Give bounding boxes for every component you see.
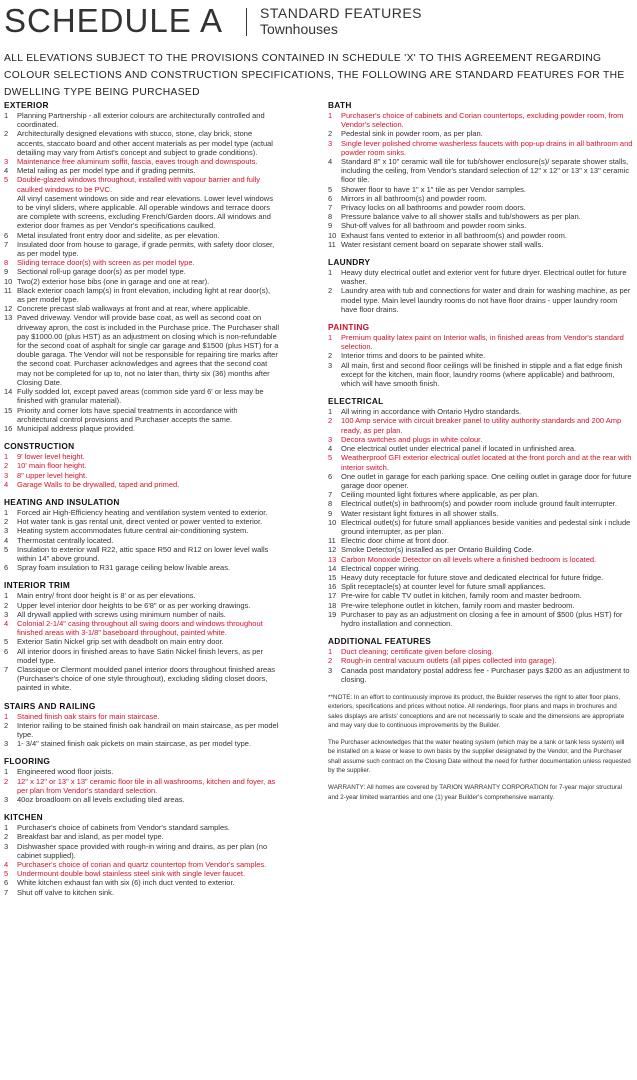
item-number: 2 [4,600,9,610]
feature-item [4,545,280,563]
item-text: Canada post mandatory postal address fee - Purchaser pays $200 as an adjustment to closing. [341,665,630,684]
feature-item [328,509,633,518]
section-heading: EXTERIOR [4,100,49,110]
section-construction [4,441,280,489]
item-text: Smoke Detector(s) installed as per Ontario Building Code. [341,545,534,555]
item-text: Single lever polished chrome washerless faucets with pop-up drains in all bathroom and powder room sinks. [341,138,633,157]
item-text: Fully sodded lot, except paved areas (common side yard 6' or less may be finished with granular material). [17,387,264,406]
item-number: 6 [328,193,333,203]
item-number: 4 [4,479,9,489]
feature-item [4,231,280,240]
section-heading: BATH [328,100,352,110]
feature-item [4,286,280,304]
feature-item [4,637,280,646]
feature-item [328,268,633,286]
section-heading: HEATING AND INSULATION [4,496,120,507]
item-text: Undermount double bowl stainless steel sink with single lever faucet. [17,869,246,879]
item-number: 6 [4,230,9,240]
feature-item [4,712,280,721]
item-number: 2 [4,776,9,786]
feature-item [328,591,633,600]
item-text: Electrical outlet(s) for future small appliances beside vanities and pedestal sink i nclude ground interrupter, as per plan. [341,517,631,536]
item-text: Concrete precast slab walkways at front and at rear, where applicable. [17,304,251,314]
item-text: Rough-in central vacuum outlets (all pipes collected into garage). [341,656,557,666]
item-text: Forced air High-Efficiency heating and ventilation system vented to exterior. [17,507,268,517]
item-text: Colonial 2-1/4" casing throughout all swing doors and windows throughout finished areas with 3-1/8" baseboard throughout, painted white. [17,618,263,638]
feature-item [4,471,280,480]
feature-item [4,832,280,841]
item-text: Purchaser's choice of cabinets and Corian countertops, excluding powder room, from Vendor's selection. [341,111,624,130]
item-text: Carbon Monoxide Detector on all levels where a finished bedroom is located. [341,554,597,564]
item-number: 7 [328,203,333,213]
feature-item [4,842,280,860]
feature-item [4,129,280,157]
item-number: 1 [4,507,9,517]
feature-item [4,175,280,193]
page-title: SCHEDULE A [4,2,224,39]
item-number: 5 [4,175,9,185]
item-text: Purchaser's choice of cabinets from Vendor's standard samples. [17,823,230,833]
feature-item [4,869,280,878]
feature-item [328,221,633,230]
item-text: Electrical outlet(s) in bathroom(s) and powder room include ground fault interrupter. [341,499,617,509]
feature-item [328,139,633,157]
feature-item [4,166,280,175]
item-number: 10 [4,276,13,286]
section-heading: CONSTRUCTION [4,441,75,452]
item-text: 12" x 12" or 13" x 13" ceramic floor tile in all washrooms, kitchen and foyer, as per plan from Vendor's standard selection. [17,776,276,795]
item-number: 2 [328,286,333,296]
item-number: 15 [328,572,337,582]
item-number: 2 [4,720,9,730]
feature-item [328,453,633,471]
item-number: 11 [328,536,336,546]
item-text: Priority and corner lots have special treatments in accordance with architectural control provisions and Purchaser accepts the same. [17,405,238,424]
feature-item [4,601,280,610]
item-number: 18 [328,600,337,610]
item-text: Insulated door from house to garage, if grade permits, with safety door closer, as per model type. [17,239,275,259]
item-number: 1 [328,407,333,417]
feature-item [328,185,633,194]
item-number: 8 [328,499,333,509]
feature-item [328,351,633,360]
item-text: All wiring in accordance with Ontario Hydro standards. [341,407,522,417]
section-heating-and-insulation [4,497,280,572]
item-number: 9 [328,221,333,231]
feature-item [4,304,280,313]
feature-item [328,194,633,203]
item-text: Interior railing to be stained finish oak handrail on main staircase, as per model type. [17,720,279,739]
item-text: Split receptacle(s) at counter level for future small appliances. [341,582,546,592]
item-text: Two(2) exterior hose bibs (one in garage and one at rear). [17,276,210,286]
feature-item [4,721,280,739]
item-number: 10 [328,230,337,240]
item-text: Purchaser to pay as an adjustment on closing a fee in amount of $500 (plus HST) for hydro installation and connection. [341,609,623,628]
item-number: 9 [328,508,333,518]
item-number: 1 [4,452,9,462]
item-number: 2 [4,832,9,842]
feature-item [328,610,633,628]
section-kitchen [4,812,280,897]
feature-item [4,240,280,258]
item-number: 9 [4,267,9,277]
title-divider [246,8,247,36]
item-number: 17 [328,591,337,601]
feature-item [328,129,633,138]
item-number: 6 [4,646,9,656]
feature-item [328,582,633,591]
item-number: 4 [328,444,333,454]
feature-item [328,231,633,240]
item-text: Planning Partnership - all exterior colours are architecturally controlled and coordinated. [17,111,265,130]
feature-item [328,416,633,434]
feature-item [4,157,280,166]
feature-item [4,823,280,832]
feature-item [4,860,280,869]
item-number: 1 [4,111,9,120]
feature-item [328,545,633,554]
feature-item [4,461,280,470]
feature-item [328,240,633,249]
item-number: 16 [328,582,337,592]
item-number: 1 [4,591,9,601]
section-heading: STAIRS AND RAILING [4,700,96,711]
item-text: Pre-wire for cable TV outlet in kitchen, family room and master bedroom. [341,591,582,601]
item-text: Black exterior coach lamp(s) in front elevation, including light at rear door(s), as per model type. [17,285,271,305]
feature-item [4,610,280,619]
item-text: Upper level interior door heights to be 6'8" or as per working drawings. [17,600,251,610]
item-number: 3 [328,138,333,148]
feature-item [4,665,280,693]
feature-item [328,286,633,314]
feature-item [328,666,633,684]
item-text: Municipal address plaque provided. [17,423,135,433]
section-flooring [4,756,280,804]
feature-item [328,573,633,582]
item-text: Metal railing as per model type and if grading permits. [17,166,196,176]
feature-item [328,157,633,185]
item-text: One electrical outlet under electrical panel if located in unfinished area. [341,444,577,454]
item-number: 2 [4,461,9,471]
item-text: Water resistant light fixtures in all shower stalls. [341,508,499,518]
item-number: 12 [4,304,13,314]
item-number: 3 [4,841,9,851]
item-number: 3 [328,360,333,370]
item-text: Exterior Satin Nickel grip set with deadbolt on main entry door. [17,637,224,647]
item-number: 1 [328,111,333,120]
feature-item [4,424,280,433]
item-text: Dishwasher space provided with rough-in wiring and drains, as per plan (no cabinet supplied). [17,841,268,860]
feature-item [328,656,633,665]
item-number: 5 [4,637,9,647]
feature-item [328,601,633,610]
page-subtitle: STANDARD FEATURES [260,5,422,21]
item-number: 15 [4,405,13,415]
item-number: 13 [4,313,13,323]
item-number: 12 [328,545,337,555]
water-heater-note: The Purchaser acknowledges that the water heating system (which may be a tank or tank less system) will be installed on a lease or lease to own basis by the supplier designated by the Vendor, and the Purchaser shall assume such contract on the Closing Date without the need for further documentation unless requested by the supplier. [328,739,631,775]
item-number: 3 [328,665,333,675]
feature-item [4,517,280,526]
item-text: All vinyl casement windows on side and rear elevations. Lower level windows to be vinyl sliders, where applicable. All operable windows and terrace doors are complete with screens, excluding French/Garden doors. All windows and exterior door frames as per Vendor's specifications caulked. [17,193,273,231]
feature-item [328,203,633,212]
item-number: 10 [328,517,337,527]
feature-item [4,387,280,405]
warranty-note: WARRANTY: All homes are covered by TARION WARRANTY CORPORATION for 7-year major structural and 2-year limited warranties and one (1) year Builder's comprehensive warranty. [328,784,623,801]
item-text: Privacy locks on all bathrooms and powder room doors. [341,203,526,213]
item-text: Shut-off valves for all bathroom and powder room sinks. [341,221,527,231]
feature-item [4,406,280,424]
item-number: 7 [4,239,9,249]
item-number: 2 [328,129,333,139]
item-text: Premium quality latex paint on Interior walls, in finished areas from Vendor's standard selection. [341,333,624,352]
feature-item [4,767,280,776]
feature-item [328,435,633,444]
feature-item [4,888,280,897]
feature-item [328,499,633,508]
section-interior-trim [4,580,280,692]
feature-item [328,361,633,389]
item-number: 7 [328,490,333,500]
feature-item [328,111,633,129]
item-text: Purchaser's choice of corian and quartz countertop from Vendor's samples. [17,860,267,870]
item-number: 16 [4,423,13,433]
item-text: Weatherproof GFI exterior electrical outlet located at the front porch and at the rear with interior switch. [341,453,632,472]
feature-item [328,647,633,656]
section-exterior [4,100,280,433]
dwelling-type: Townhouses [260,21,338,37]
item-number: 6 [4,878,9,888]
feature-item [328,444,633,453]
feature-item [328,490,633,499]
feature-item [4,536,280,545]
item-number: 3 [4,609,9,619]
item-number: 4 [4,860,9,870]
item-number: 14 [4,387,13,397]
feature-item [328,518,633,536]
section-additional-features [328,636,633,684]
item-text: Shower floor to have 1" x 1" tile as per Vendor samples. [341,184,527,194]
feature-item [4,591,280,600]
item-text: Interior trims and doors to be painted white. [341,351,486,361]
item-number: 6 [4,563,9,573]
feature-item [4,795,280,804]
item-text: Maintenance free aluminum soffit, fascia, eaves trough and downspouts. [17,157,258,167]
item-number: 7 [4,887,9,897]
item-text: 9' lower level height. [17,452,85,462]
item-text: White kitchen exhaust fan with six (6) inch duct vented to exterior. [17,878,235,888]
item-number: 4 [4,535,9,545]
item-text: Ceiling mounted light fixtures where applicable, as per plan. [341,490,540,500]
item-number: 8 [328,212,333,222]
item-text: Double-glazed windows throughout, installed with vapour barrier and fully caulked windows to be PVC. [17,175,261,194]
item-text: Laundry area with tub and connections for water and drain for washing machine, as per model type. Main level laundry rooms do not have floor drains - upper laundry room have floor drains. [341,286,631,314]
item-text: Thermostat centrally located. [17,535,114,545]
item-text: Mirrors in all bathroom(s) and powder room. [341,193,487,203]
item-text: Metal insulated front entry door and sidelite, as per elevation. [17,230,220,240]
item-number: 11 [328,239,336,249]
item-number: 4 [328,157,333,167]
feature-item [4,277,280,286]
section-heading: FLOORING [4,756,51,767]
item-text: One outlet in garage for each parking space. One ceiling outlet in garage door for future garage door opener. [341,471,632,490]
item-number: 3 [4,795,9,804]
item-text: Breakfast bar and island, as per model type. [17,832,164,842]
feature-item [4,739,280,748]
item-number: 2 [328,416,333,426]
item-text: Shut off valve to kitchen sink. [17,887,114,897]
item-text: Pressure balance valve to all shower stalls and tub/showers as per plan. [341,212,581,222]
item-number: 3 [4,157,9,167]
item-number: 5 [328,184,333,194]
feature-item [328,536,633,545]
section-electrical [328,396,633,628]
feature-item [328,472,633,490]
item-text: 8" upper level height. [17,470,88,480]
item-text: 1- 3/4" stained finish oak pickets on main staircase, as per model type. [17,739,252,749]
right-sections [328,100,633,684]
feature-item [4,258,280,267]
page-header [0,0,637,44]
item-number: 1 [328,268,333,278]
item-text: All drywall applied with screws using minimum number of nails. [17,609,226,619]
item-number: 8 [4,258,9,268]
item-text: Insulation to exterior wall R22, attic space R50 and R12 on lower level walls within 14" above ground. [17,544,269,563]
item-number: 14 [328,563,337,573]
item-number: 3 [4,470,9,480]
section-heading: ADDITIONAL FEATURES [328,636,432,647]
item-text: Engineered wood floor joists. [17,767,114,777]
item-number: 1 [328,333,333,343]
item-text: 10' main floor height. [17,461,87,471]
item-text: All interior doors in finished areas to have Satin Nickel finish levers, as per model type. [17,646,263,665]
item-text: Main entry/ front door height is 8' or as per elevations. [17,591,196,601]
feature-item [328,212,633,221]
section-heading: LAUNDRY [328,257,371,268]
item-number: 5 [4,544,9,554]
item-text: 40oz broadloom on all levels excluding tiled areas. [17,795,185,804]
feature-item [4,563,280,572]
item-number: 1 [328,647,333,657]
notes-block [328,693,633,802]
item-number: 1 [4,711,9,721]
item-text: Electric door chime at front door. [341,536,449,546]
section-heading: PAINTING [328,322,370,333]
item-number: 2 [328,656,333,666]
item-text: All main, first and second floor ceilings will be finished in stipple and a flat edge finish except for the kitchen, main floor, laundry rooms (where applicable) and bathroom, which will have smooth finish. [341,360,623,389]
item-text: Decora switches and plugs in white colour. [341,434,483,444]
feature-item [4,267,280,276]
item-number: 2 [4,517,9,527]
section-laundry [328,257,633,314]
feature-item [4,508,280,517]
item-text: Exhaust fans vented to exterior in all bathroom(s) and powder room. [341,230,567,240]
item-number: 2 [4,129,9,139]
item-text: Pedestal sink in powder room, as per plan. [341,129,483,139]
item-text: Heavy duty receptacle for future stove and dedicated electrical for future fridge. [341,572,604,582]
feature-item [4,878,280,887]
item-number: 13 [328,554,337,564]
builder-note: **NOTE: In an effort to continuously improve its product, the Builder reserves the right to alter floor plans, exteriors, specifications and prices without notice. All renderings, floor plans and maps in brochures and sales displays are artists' conceptions and are not necessarily to scale and the dimensions are appropriate and may vary due to continuous improvements by the Builder. [328,693,625,729]
item-text: Garage Walls to be drywalled, taped and primed. [17,479,180,489]
item-text: Sliding terrace door(s) with screen as per model type. [17,258,195,268]
section-bath [328,100,633,249]
item-number: 4 [4,618,9,628]
item-number: 11 [4,285,12,295]
item-text: Standard 8" x 10" ceramic wall tile for tub/shower enclosure(s)/ separate shower stalls, including the ceiling, from Vendor's standard selection of 12" x 12" or 13" x 13" ceramic floor tile. [341,157,630,185]
feature-item [4,194,280,231]
item-text: Heavy duty electrical outlet and exterior vent for future dryer. Electrical outlet for future washer. [341,268,627,287]
item-number: 6 [328,471,333,481]
item-number: 3 [328,434,333,444]
feature-item [4,526,280,535]
item-text: Duct cleaning; certificate given before closing. [341,647,494,657]
item-number: 3 [4,526,9,536]
feature-item [328,333,633,351]
item-text: Paved driveway. Vendor will provide base coat, as well as second coat on driveway apron, the cost is included in the Purchase price. The Purchaser shall pay $1000.00 (plus HST) as an adjustment on closing which is non-refundable for the second coat of asphalt for single car garage and $1500 (plus HST) for a double garaga. The Vendor will not be responsible for repairing tire marks after the second coat. Purchaser acknowledges and agrees that the second coat may not be completed for up to, not no later than, thirty six (36) months after Closing Date. [17,313,280,387]
item-text: Heating system accommodates future central air-conditioning system. [17,526,249,536]
item-number: 19 [328,609,337,619]
item-number: 3 [4,739,9,749]
item-text: Electrical copper wiring. [341,563,421,573]
feature-item [328,564,633,573]
item-text: Sectional roll-up garage door(s) as per model type. [17,267,186,277]
item-text: Stained finish oak stairs for main staircase. [17,711,160,721]
section-stairs-and-railing [4,701,280,749]
item-number: 1 [4,767,9,777]
intro-paragraph: ALL ELEVATIONS SUBJECT TO THE PROVISIONS CONTAINED IN SCHEDULE 'X' TO THIS AGREEMENT REGARDING COLOUR SELECTIONS AND CONSTRUCTION SPECIFICATIONS, THE FOLLOWING ARE STANDARD FEATURES FOR THE DWELLING TYPE BEING PURCHASED [4,53,625,98]
item-number: 2 [328,351,333,361]
item-number: 7 [4,664,9,674]
item-text: Pre-wire telephone outlet in kitchen, family room and master bedroom. [341,600,575,610]
section-painting [328,322,633,388]
item-number: 4 [4,166,9,176]
left-column [4,100,280,905]
item-number: 5 [4,869,9,879]
item-text: Water resistant cement board on separate shower stall walls. [341,239,544,249]
feature-item [4,452,280,461]
item-text: Classique or Clermont moulded panel interior doors throughout finished areas (Purchaser's choice of one style throughout), excluding sliding closet doors, painted in white. [17,664,276,693]
item-text: Spray foam insulation to R31 garage ceiling below livable areas. [17,563,231,573]
feature-item [4,313,280,387]
item-number: 5 [328,453,333,463]
feature-item [328,407,633,416]
feature-item [328,555,633,564]
right-column [328,100,633,810]
feature-item [4,647,280,665]
feature-item [4,619,280,637]
item-text: Architecturally designed elevations with stucco, stone, clay brick, stone accents, staccato board and other accent materials as per model type (actual detailing may vary from Artist's concept and subject to grade conditions). [17,129,273,157]
section-heading: INTERIOR TRIM [4,580,71,591]
feature-item [4,111,280,129]
item-text: 100 Amp service with circuit breaker panel to utility authority standards and 200 Amp ready, as per plan. [341,416,622,435]
section-heading: KITCHEN [4,812,43,823]
section-heading: ELECTRICAL [328,396,384,407]
feature-item [4,777,280,795]
feature-item [4,480,280,489]
item-number: 1 [4,823,9,833]
item-text: Hot water tank is gas rental unit, direct vented or power vented to exterior. [17,517,263,527]
